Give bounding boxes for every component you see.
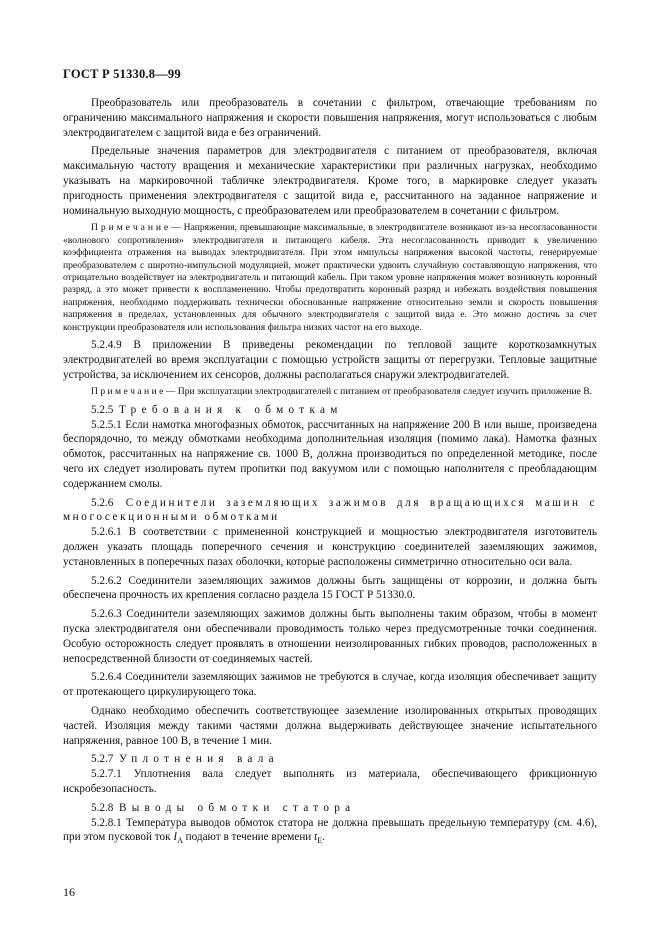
section-title: Соединители заземляющих зажимов для вращающихся машин с многосекционными обмотками [63,496,598,524]
paragraph-5-2-6-4: 5.2.6.4 Соединители заземляющих зажимов не требуются в случае, когда изоляция обеспечивает защиту от протекающего циркулирующего тока. [63,671,597,699]
note-text: — При эксплуатации электродвигателей с питанием от преобразователя следует изучить приложение В. [163,386,593,398]
paragraph-5-2-6-2: 5.2.6.2 Соединители заземляющих зажимов должны быть защищены от коррозии, и должна быть обеспечена прочность их крепления согласно раздела 15 ГОСТ Р 51330.0. [63,574,597,602]
current-symbol: I [173,831,178,844]
paragraph-5-2-6-3: 5.2.6.3 Соединители заземляющих зажимов должны быть выполнены таким образом, чтобы в момент пуска электродвигателя они обеспечивали проводимость только через предусмотренные точки соединения. Особую осторожность следует проявлять в отношении неизолированных гибких проводов, расположенных в непосредственной близости от соединяемых частей. [63,608,597,665]
section-number: 5.2.8 [91,801,114,814]
section-5-2-5 [63,403,597,418]
text-end: . [322,831,325,844]
time-subscript: E [317,836,323,846]
section-5-2-7 [63,752,597,767]
page-number: 16 [63,885,75,899]
note-text: — Напряжения, превышающие максимальные, в электродвигателе возникают из-за несогласованности «волнового сопротивления» электродвигателя и питающего кабеля. Эта несогласованность приводит к увеличению коэффициента отражения на выводах электродвигателя. При этом импульсы напряжения высокой частоты, генерируемые преобразователем с широтно-импульсной модуляцией, может практически удвоить случайную составляющую напряжения, что отрицательно воздействует на электродвигатель и питающий кабель. При таком уровне напряжения может возникнуть коронный разряд, а это может привести к воспламенению. Чтобы предотвратить коронный разряд и избежать воздействия повышения напряжения, необходимо поддерживать технически обоснованные напряжение относительно земли и скорость повышения напряжения в пределах, установленных для обычного электродвигателя с защитой вида е. Это можно достичь за счет конструкции преобразователя или использования фильтра низких частот на его выходе. [63,222,597,333]
paragraph-limits: Предельные значения параметров для электродвигателя с питанием от преобразователя, включая максимальную частоту вращения и механические характеристики при различных нагрузках, необходимо указывать на маркировочной табличке электродвигателя. Кроме того, в маркировке следует указать пригодность применения электродвигателя с защитой вида е, рассчитанного на заданное напряжение и номинальную выходную мощность, с преобразователем или преобразователем в сочетании с фильтром. [63,145,597,217]
paragraph-5-2-8-1 [63,816,597,850]
page-content [63,96,597,853]
paragraph-grounding: Однако необходимо обеспечить соответствующее заземление изолированных открытых проводящих частей. Изоляция между такими частями должна выдерживать действующее значение испытательного напряжения, равное 100 В, в течение 1 мин. [63,704,597,747]
section-number: 5.2.6 [91,496,114,509]
section-title: Выводы обмотки статора [118,801,356,814]
paragraph-5-2-5-1: 5.2.5.1 Если намотка многофазных обмоток, рассчитанных на напряжение 200 В или выше, произведена беспорядочно, то между обмотками необходима дополнительная изоляция (помимо лака). Намотка фазных обмоток, рассчитанных на напряжение св. 1000 В, должна производиться по определенной методике, после чего их следует изолировать путем пропитки под вакуумом или с помощью наполнителя с преобладающим содержанием смолы. [63,418,597,490]
paragraph-5-2-6-1: 5.2.6.1 В соответствии с примененной конструкцией и мощностью электродвигателя изготовитель должен указать площадь поперечного сечения и конструкцию соединителей заземляющих зажимов, установленных в поперечных пазах оболочки, которые расположены симметрично относительно оси вала. [63,526,597,568]
current-subscript: A [177,836,183,846]
section-5-2-6 [63,496,597,526]
document-header: ГОСТ Р 51330.8—99 [63,67,181,81]
time-symbol: t [314,831,318,844]
section-title: Уплотнения вала [118,753,279,766]
note-label: П р и м е ч а н и е [91,222,169,234]
paragraph-5-2-7-1: 5.2.7.1 Уплотнения вала следует выполнять из материала, обеспечивающего фрикционную искробезопасность. [63,768,597,795]
note-voltage [63,222,597,334]
section-title: Требования к обмоткам [118,403,343,416]
paragraph-converter: Преобразователь или преобразователь в сочетании с фильтром, отвечающие требованиям по ограничению максимального напряжения и скорости повышения напряжения, могут использоваться с любым электродвигателем с защитой вида е без ограничений. [63,97,597,139]
text-pre: 5.2.8.1 Температура выводов обмоток статора не должна превышать предельную температуру (см. 4.6), при этом пусковой ток [63,816,597,844]
section-number: 5.2.5 [91,403,114,416]
text-mid: подают в течение времени [182,831,315,844]
section-number: 5.2.7 [91,753,114,766]
note-label: П р и м е ч а н и е [91,386,164,398]
note-converter [63,386,597,398]
section-5-2-8 [63,801,597,816]
paragraph-5-2-4-9: 5.2.4.9 В приложении В приведены рекомендации по тепловой защите короткозамкнутых электродвигателей во время эксплуатации с помощью устройств защиты от перегрузки. Тепловые защитные устройства, за исключением их сенсоров, должны располагаться снаружи электродвигателей. [63,339,597,381]
